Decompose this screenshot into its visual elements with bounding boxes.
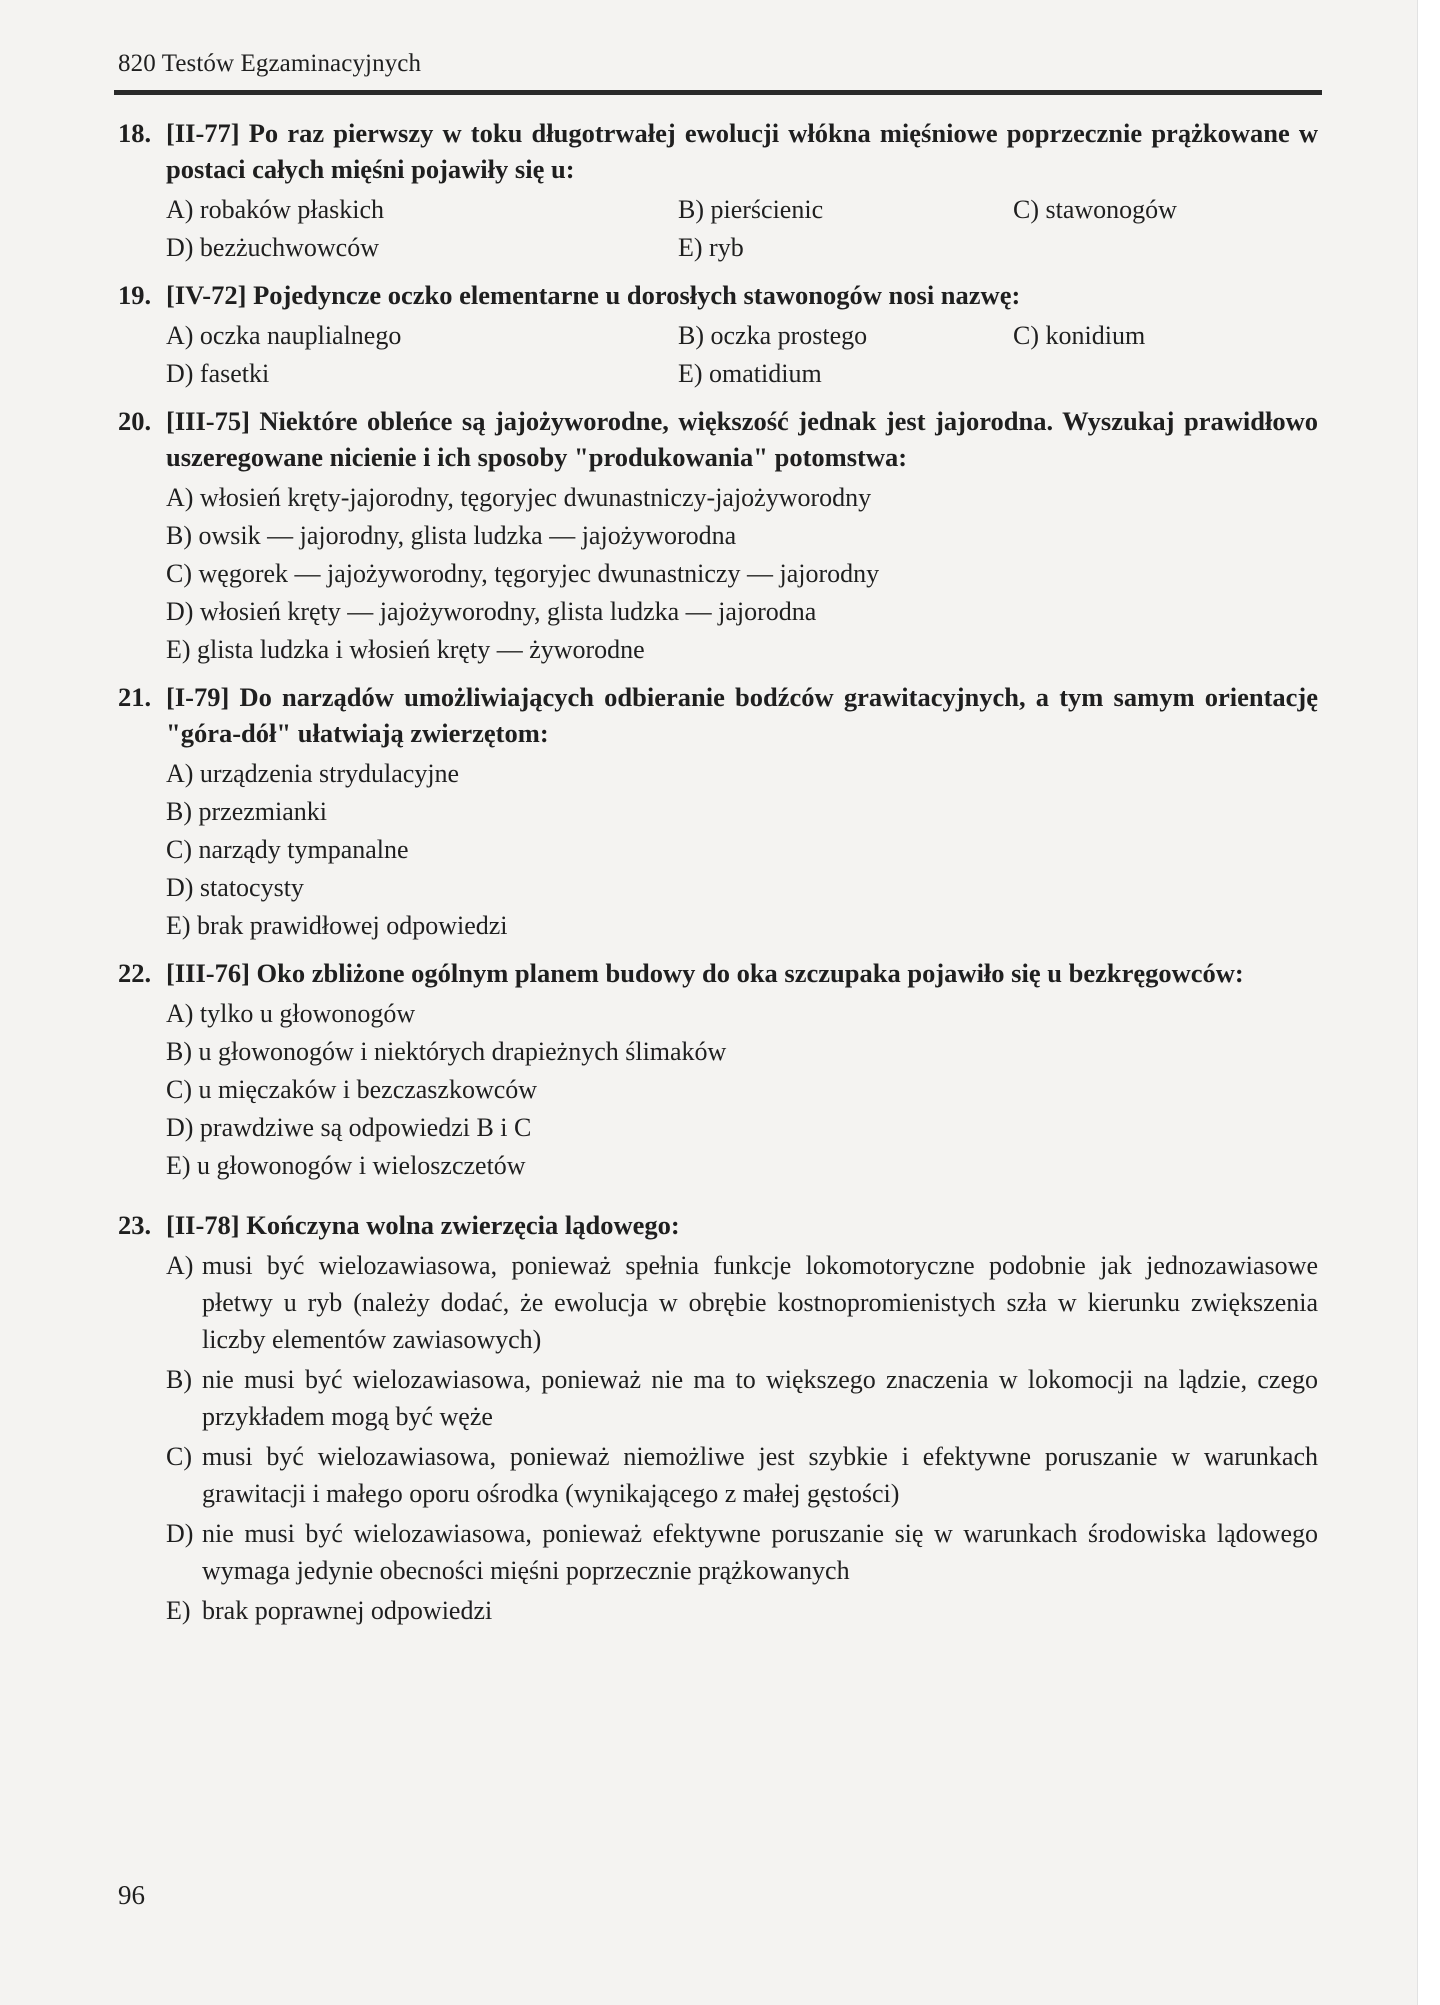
- running-title: 820 Testów Egzaminacyjnych: [118, 50, 422, 77]
- answer-option: E) brak prawidłowej odpowiedzi: [166, 911, 508, 940]
- option-letter: B): [166, 1365, 192, 1394]
- answer-option: A) tylko u głowonogów: [166, 999, 416, 1028]
- question-20: [118, 403, 1318, 669]
- answer-option: D) prawdziwe są odpowiedzi B i C: [166, 1113, 532, 1142]
- option-text: musi być wielozawiasowa, ponieważ niemożliwe jest szybkie i efektywne poruszanie w warunkach grawitacji i małego oporu ośrodka (wynikającego z małej gęstości): [202, 1442, 1318, 1508]
- answer-options: [166, 1247, 1318, 1629]
- answer-option: B) przezmianki: [166, 797, 327, 826]
- answer-option: C) konidium: [1013, 321, 1146, 350]
- question-19: [118, 277, 1318, 393]
- question-21: [118, 679, 1318, 945]
- answer-option: B) u głowonogów i niektórych drapieżnych ślimaków: [166, 1037, 727, 1066]
- question-text: [II-78] Kończyna wolna zwierzęcia lądowego:: [166, 1210, 680, 1240]
- question-18: [118, 115, 1318, 267]
- option-text: nie musi być wielozawiasowa, ponieważ nie ma to większego znaczenia w lokomocji na lądzie, czego przykładem mogą być węże: [202, 1365, 1318, 1431]
- answer-option: B) oczka prostego: [678, 321, 868, 350]
- answer-option: E) ryb: [678, 233, 744, 262]
- answer-option: A) urządzenia strydulacyjne: [166, 759, 460, 788]
- answer-option: C) węgorek — jajożyworodny, tęgoryjec dwunastniczy — jajorodny: [166, 559, 880, 588]
- option-letter: D): [166, 1519, 194, 1548]
- question-number: 23.: [118, 1210, 152, 1240]
- question-text: [III-75] Niektóre obleńce są jajożyworodne, większość jednak jest jajorodna. Wyszukaj prawidłowo uszeregowane nicienie i ich sposoby "produkowania" potomstwa:: [166, 406, 1318, 472]
- option-letter: A): [166, 1251, 194, 1280]
- answer-options: [166, 191, 1318, 267]
- answer-option: D) fasetki: [166, 359, 270, 388]
- option-text: musi być wielozawiasowa, ponieważ spełnia funkcje lokomotoryczne podobnie jak jednozawiasowe płetwy u ryb (należy dodać, że ewolucja w obrębie kostnopromienistych szła w kierunku zwiększenia liczby elementów zawiasowych): [202, 1251, 1318, 1354]
- answer-option: A) włosień kręty-jajorodny, tęgoryjec dwunastniczy-jajożyworodny: [166, 483, 872, 512]
- answer-options: [166, 755, 1318, 945]
- answer-option: B) pierścienic: [678, 195, 824, 224]
- answer-options: [166, 317, 1318, 393]
- question-number: 19.: [118, 280, 152, 310]
- answer-option: C) narządy tympanalne: [166, 835, 409, 864]
- question-22: [118, 955, 1318, 1185]
- option-text: nie musi być wielozawiasowa, ponieważ efektywne poruszanie się w warunkach środowiska lądowego wymaga jedynie obecności mięśni poprzecznie prążkowanych: [202, 1519, 1318, 1585]
- answer-option: [166, 1438, 1318, 1512]
- answer-option: [166, 1515, 1318, 1589]
- question-number: 20.: [118, 406, 152, 436]
- header-rule: [114, 90, 1322, 95]
- answer-option: A) oczka nauplialnego: [166, 321, 402, 350]
- page-number: 96: [118, 1880, 145, 1910]
- question-text: [I-79] Do narządów umożliwiających odbieranie bodźców grawitacyjnych, a tym samym orientację "góra-dół" ułatwiają zwierzętom:: [166, 682, 1318, 748]
- answer-options: [166, 995, 1318, 1185]
- answer-option: E) glista ludzka i włosień kręty — żyworodne: [166, 635, 645, 664]
- option-letter: C): [166, 1442, 192, 1471]
- answer-option: D) statocysty: [166, 873, 304, 902]
- question-number: 22.: [118, 958, 152, 988]
- question-number: 21.: [118, 682, 152, 712]
- question-text: [III-76] Oko zbliżone ogólnym planem budowy do oka szczupaka pojawiło się u bezkręgowców:: [166, 958, 1244, 988]
- answer-options: [166, 479, 1318, 669]
- answer-option: E) u głowonogów i wieloszczetów: [166, 1151, 526, 1180]
- question-text: [II-77] Po raz pierwszy w toku długotrwałej ewolucji włókna mięśniowe poprzecznie prążkowane w postaci całych mięśni pojawiły się u:: [166, 118, 1318, 184]
- option-text: brak poprawnej odpowiedzi: [202, 1596, 493, 1625]
- answer-option: E) omatidium: [678, 359, 822, 388]
- answer-option: A) robaków płaskich: [166, 195, 385, 224]
- answer-option: C) u mięczaków i bezczaszkowców: [166, 1075, 538, 1104]
- question-text: [IV-72] Pojedyncze oczko elementarne u dorosłych stawonogów nosi nazwę:: [166, 280, 1021, 310]
- option-letter: E): [166, 1596, 191, 1625]
- answer-option: D) włosień kręty — jajożyworodny, glista ludzka — jajorodna: [166, 597, 817, 626]
- question-23: [118, 1207, 1318, 1629]
- answer-option: D) bezżuchwowców: [166, 233, 379, 262]
- answer-option: C) stawonogów: [1013, 195, 1177, 224]
- questions-content: [118, 115, 1318, 1639]
- question-number: 18.: [118, 118, 152, 148]
- answer-option: [166, 1247, 1318, 1358]
- answer-option: [166, 1361, 1318, 1435]
- scan-edge: [1417, 0, 1440, 2005]
- answer-option: B) owsik — jajorodny, glista ludzka — jajożyworodna: [166, 521, 737, 550]
- answer-option: [166, 1592, 1318, 1629]
